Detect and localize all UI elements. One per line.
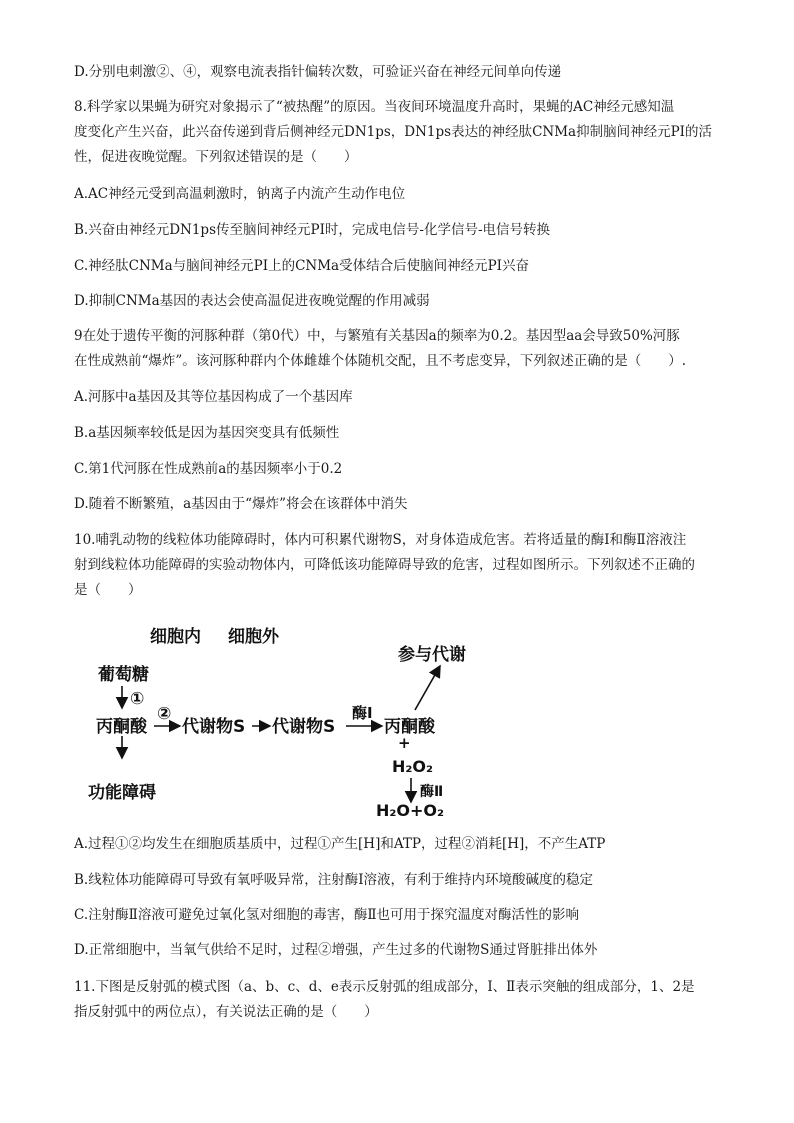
- enzyme-1-label: 酶Ⅰ: [352, 704, 373, 722]
- metabolism-diagram: [70, 622, 490, 818]
- plus-sign: +: [398, 734, 411, 752]
- q9-option-a: A.河豚中a基因及其等位基因构成了一个基因库: [74, 389, 353, 405]
- q8-option-b: B.兴奋由神经元DN1ps传至脑间神经元PI时，完成电信号-化学信号-电信号转换: [74, 222, 551, 238]
- q10-stem-line-2: 射到线粒体功能障碍的实验动物体内，可降低该功能障碍导致的危害，过程如图所示。下列叙述不正确的: [74, 557, 695, 573]
- q8-stem-line-3: 性，促进夜晚觉醒。下列叙述错误的是（ ）: [74, 149, 358, 165]
- enzyme-2-label: 酶Ⅱ: [420, 784, 444, 800]
- q9-stem-line-1: 9在处于遗传平衡的河豚种群（第0代）中，与繁殖有关基因a的频率为0.2。基因型aa会导致50%河豚: [74, 328, 680, 344]
- q10-option-d: D.正常细胞中，当氧气供给不足时，过程②增强，产生过多的代谢物S通过肾脏排出体外: [74, 942, 598, 958]
- q8-option-c: C.神经肽CNMa与脑间神经元PI上的CNMa受体结合后使脑间神经元PI兴奋: [74, 258, 529, 274]
- metabolite-s-outside: 代谢物S: [272, 717, 336, 737]
- q10-stem-line-1: 10.哺乳动物的线粒体功能障碍时，体内可积累代谢物S，对身体造成危害。若将适量的酶Ⅰ和酶Ⅱ溶液注: [74, 532, 687, 548]
- q9-option-c: C.第1代河豚在性成熟前a的基因频率小于0.2: [74, 461, 343, 477]
- q7-option-d: D.分别电刺激②、④，观察电流表指针偏转次数，可验证兴奋在神经元间单向传递: [74, 64, 562, 80]
- products-label: H₂O+O₂: [376, 801, 445, 818]
- glucose-label: 葡萄糖: [98, 665, 149, 685]
- q9-option-b: B.a基因频率较低是因为基因突变具有低频性: [74, 425, 340, 441]
- q9-stem-line-2: 在性成熟前“爆炸”。该河豚种群内个体雌雄个体随机交配，且不考虑变异，下列叙述正确的是（ ）.: [74, 353, 687, 369]
- participate-metabolism-label: 参与代谢: [398, 645, 466, 665]
- q8-option-a: A.AC神经元受到高温刺激时，钠离子内流产生动作电位: [74, 186, 406, 202]
- metabolite-s-inside: 代谢物S: [182, 717, 246, 737]
- q10-option-b: B.线粒体功能障碍可导致有氧呼吸异常，注射酶Ⅰ溶液，有利于维持内环境酸碱度的稳定: [74, 872, 594, 888]
- q10-stem-line-3: 是（ ）: [74, 582, 142, 598]
- q8-option-d: D.抑制CNMa基因的表达会使高温促进夜晚觉醒的作用减弱: [74, 293, 430, 309]
- q10-option-c: C.注射酶Ⅱ溶液可避免过氧化氢对细胞的毒害，酶Ⅱ也可用于探究温度对酶活性的影响: [74, 907, 579, 923]
- dysfunction-label: 功能障碍: [88, 783, 156, 803]
- label-inside-cell: 细胞内: [150, 627, 201, 647]
- q11-stem-line-2: 指反射弧中的两位点），有关说法正确的是（ ）: [74, 1004, 378, 1020]
- q8-stem-line-2: 度变化产生兴奋，此兴奋传递到背后侧神经元DN1ps，DN1ps表达的神经肽CNMa抑制脑间神经元PI的活: [74, 124, 713, 140]
- q11-stem-line-1: 11.下图是反射弧的模式图（a、b、c、d、e表示反射弧的组成部分，Ⅰ、Ⅱ表示突触的组成部分，1、2是: [74, 979, 695, 995]
- label-outside-cell: 细胞外: [228, 627, 279, 647]
- pyruvate-right-label: 丙酮酸: [384, 717, 435, 737]
- q8-stem-line-1: 8.科学家以果蝇为研究对象揭示了“被热醒”的原因。当夜间环境温度升高时，果蝇的AC神经元感知温: [74, 99, 675, 115]
- h2o2-label: H₂O₂: [392, 757, 434, 776]
- step-2-label: ②: [157, 704, 172, 724]
- q9-option-d: D.随着不断繁殖，a基因由于“爆炸”将会在该群体中消失: [74, 496, 408, 512]
- q10-option-a: A.过程①②均发生在细胞质基质中，过程①产生[H]和ATP，过程②消耗[H]，不产生ATP: [74, 836, 606, 852]
- step-1-label: ①: [130, 689, 145, 709]
- arrow-to-metabolism: [415, 666, 440, 710]
- pyruvate-left-label: 丙酮酸: [96, 717, 147, 737]
